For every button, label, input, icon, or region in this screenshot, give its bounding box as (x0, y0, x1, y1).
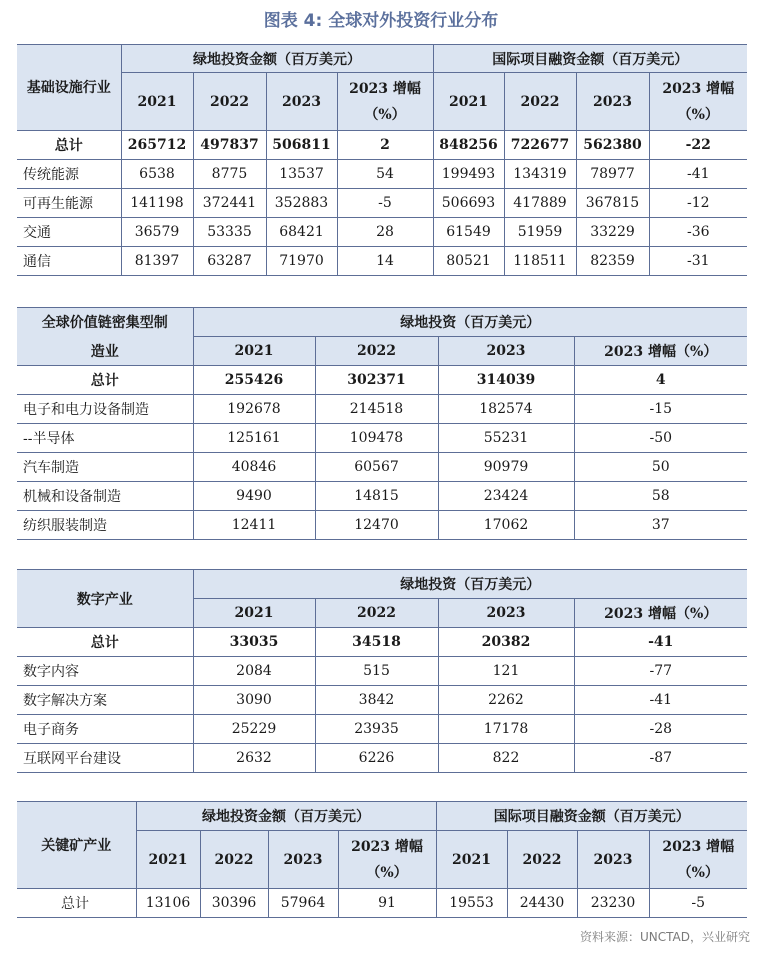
row-label: 汽车制造 (17, 453, 193, 482)
cell-value: -5 (649, 889, 747, 918)
table1-group-project-finance: 国际项目融资金额（百万美元） (433, 45, 747, 73)
cell-value: 265712 (121, 131, 193, 160)
row-label: 电子商务 (17, 715, 193, 744)
cell-value: -12 (649, 189, 747, 218)
cell-value: 2 (337, 131, 433, 160)
cell-value: -41 (574, 686, 747, 715)
gvc-manufacturing-table (17, 307, 747, 540)
row-label: 传统能源 (17, 160, 121, 189)
cell-value: 2084 (193, 657, 315, 686)
table4-col-growth-pf: 2023 增幅 （%） (649, 831, 747, 889)
table2-col-growth: 2023 增幅（%） (574, 337, 747, 366)
cell-value: 51959 (504, 218, 576, 247)
table4-col-2022: 2022 (200, 831, 268, 889)
cell-value: 141198 (121, 189, 193, 218)
cell-value: 367815 (576, 189, 649, 218)
table3-group-greenfield: 绿地投资（百万美元） (193, 570, 747, 599)
cell-value: 506693 (433, 189, 504, 218)
critical-minerals-table (17, 801, 747, 918)
cell-value: 192678 (193, 395, 315, 424)
source-note: 资料来源：UNCTAD，兴业研究 (580, 930, 750, 944)
table1-col-2021-pf: 2021 (433, 73, 504, 131)
row-label: 可再生能源 (17, 189, 121, 218)
table1-col-2023-pf: 2023 (576, 73, 649, 131)
table1-col-2023: 2023 (266, 73, 337, 131)
cell-value: 80521 (433, 247, 504, 276)
table1-col-2022: 2022 (193, 73, 266, 131)
table2-corner-bottom: 造业 (17, 337, 193, 366)
table2-col-2021: 2021 (193, 337, 315, 366)
cell-value: 36579 (121, 218, 193, 247)
table1-group-greenfield: 绿地投资金额（百万美元） (121, 45, 433, 73)
cell-value: 57964 (268, 889, 338, 918)
cell-value: 23230 (577, 889, 649, 918)
cell-value: 28 (337, 218, 433, 247)
table1-corner: 基础设施行业 (17, 45, 121, 131)
cell-value: 23935 (315, 715, 438, 744)
row-label: 总计 (17, 366, 193, 395)
table4-col-2023-pf: 2023 (577, 831, 649, 889)
table-row (17, 482, 747, 511)
row-label: 总计 (17, 628, 193, 657)
figure-title: 图表 4: 全球对外投资行业分布 (263, 11, 499, 31)
table-row (17, 715, 747, 744)
cell-value: 199493 (433, 160, 504, 189)
table1-col-growth-pf: 2023 增幅 （%） (649, 73, 747, 131)
table1-col-2022-pf: 2022 (504, 73, 576, 131)
cell-value: 722677 (504, 131, 576, 160)
cell-value: 14815 (315, 482, 438, 511)
cell-value: -41 (574, 628, 747, 657)
cell-value: 55231 (438, 424, 574, 453)
cell-value: 40846 (193, 453, 315, 482)
table4-col-2022-pf: 2022 (507, 831, 577, 889)
cell-value: 2632 (193, 744, 315, 773)
cell-value: 61549 (433, 218, 504, 247)
cell-value: 822 (438, 744, 574, 773)
cell-value: 848256 (433, 131, 504, 160)
cell-value: 125161 (193, 424, 315, 453)
cell-value: -28 (574, 715, 747, 744)
table2-group-greenfield: 绿地投资（百万美元） (193, 308, 747, 337)
cell-value: 255426 (193, 366, 315, 395)
table-row (17, 160, 747, 189)
total-row (17, 889, 747, 918)
cell-value: -36 (649, 218, 747, 247)
cell-value: 30396 (200, 889, 268, 918)
cell-value: 497837 (193, 131, 266, 160)
row-label: 通信 (17, 247, 121, 276)
total-row (17, 131, 747, 160)
cell-value: 2262 (438, 686, 574, 715)
cell-value: 33035 (193, 628, 315, 657)
row-label: 数字解决方案 (17, 686, 193, 715)
cell-value: 13537 (266, 160, 337, 189)
cell-value: -41 (649, 160, 747, 189)
cell-value: 3090 (193, 686, 315, 715)
row-label: 数字内容 (17, 657, 193, 686)
cell-value: 17178 (438, 715, 574, 744)
row-label: 互联网平台建设 (17, 744, 193, 773)
cell-value: -31 (649, 247, 747, 276)
cell-value: 17062 (438, 511, 574, 540)
cell-value: 302371 (315, 366, 438, 395)
row-label: 纺织服装制造 (17, 511, 193, 540)
cell-value: 37 (574, 511, 747, 540)
cell-value: 14 (337, 247, 433, 276)
row-label: --半导体 (17, 424, 193, 453)
cell-value: 53335 (193, 218, 266, 247)
cell-value: -5 (337, 189, 433, 218)
cell-value: 3842 (315, 686, 438, 715)
cell-value: 19553 (436, 889, 507, 918)
cell-value: 33229 (576, 218, 649, 247)
table-row (17, 189, 747, 218)
cell-value: 8775 (193, 160, 266, 189)
cell-value: 6538 (121, 160, 193, 189)
cell-value: 314039 (438, 366, 574, 395)
table4-col-2023: 2023 (268, 831, 338, 889)
table-row (17, 218, 747, 247)
cell-value: -22 (649, 131, 747, 160)
table2-col-2023: 2023 (438, 337, 574, 366)
cell-value: 25229 (193, 715, 315, 744)
cell-value: 20382 (438, 628, 574, 657)
table-row (17, 424, 747, 453)
cell-value: 214518 (315, 395, 438, 424)
cell-value: 34518 (315, 628, 438, 657)
table4-col-2021: 2021 (136, 831, 200, 889)
cell-value: -50 (574, 424, 747, 453)
cell-value: 91 (338, 889, 436, 918)
total-row (17, 628, 747, 657)
cell-value: 109478 (315, 424, 438, 453)
row-label: 交通 (17, 218, 121, 247)
table1-col-2021: 2021 (121, 73, 193, 131)
table-row (17, 657, 747, 686)
row-label: 总计 (17, 131, 121, 160)
cell-value: 6226 (315, 744, 438, 773)
cell-value: 506811 (266, 131, 337, 160)
cell-value: 81397 (121, 247, 193, 276)
table4-col-growth: 2023 增幅 （%） (338, 831, 436, 889)
table4-col-2021-pf: 2021 (436, 831, 507, 889)
table4-group-project-finance: 国际项目融资金额（百万美元） (436, 802, 747, 831)
table-row (17, 247, 747, 276)
cell-value: 12411 (193, 511, 315, 540)
cell-value: 23424 (438, 482, 574, 511)
table-row (17, 686, 747, 715)
cell-value: 134319 (504, 160, 576, 189)
cell-value: 71970 (266, 247, 337, 276)
cell-value: 118511 (504, 247, 576, 276)
cell-value: 372441 (193, 189, 266, 218)
table-row (17, 511, 747, 540)
table1-col-growth: 2023 增幅 （%） (337, 73, 433, 131)
cell-value: 13106 (136, 889, 200, 918)
cell-value: 352883 (266, 189, 337, 218)
table3-corner: 数字产业 (17, 570, 193, 628)
cell-value: 121 (438, 657, 574, 686)
cell-value: -87 (574, 744, 747, 773)
cell-value: 24430 (507, 889, 577, 918)
row-label: 电子和电力设备制造 (17, 395, 193, 424)
table3-col-2022: 2022 (315, 599, 438, 628)
cell-value: 515 (315, 657, 438, 686)
cell-value: 9490 (193, 482, 315, 511)
table-row (17, 395, 747, 424)
infrastructure-table (17, 44, 747, 276)
table2-corner-top: 全球价值链密集型制 (17, 308, 193, 337)
row-label: 总计 (17, 889, 136, 918)
cell-value: 60567 (315, 453, 438, 482)
cell-value: -77 (574, 657, 747, 686)
table3-col-growth: 2023 增幅（%） (574, 599, 747, 628)
cell-value: 78977 (576, 160, 649, 189)
cell-value: 562380 (576, 131, 649, 160)
table-row (17, 744, 747, 773)
digital-industry-table (17, 569, 747, 773)
cell-value: 63287 (193, 247, 266, 276)
cell-value: 417889 (504, 189, 576, 218)
cell-value: 12470 (315, 511, 438, 540)
cell-value: 50 (574, 453, 747, 482)
table4-corner: 关键矿产业 (17, 802, 136, 889)
cell-value: 54 (337, 160, 433, 189)
cell-value: 82359 (576, 247, 649, 276)
cell-value: 90979 (438, 453, 574, 482)
cell-value: 58 (574, 482, 747, 511)
cell-value: -15 (574, 395, 747, 424)
cell-value: 182574 (438, 395, 574, 424)
table-row (17, 453, 747, 482)
row-label: 机械和设备制造 (17, 482, 193, 511)
table2-col-2022: 2022 (315, 337, 438, 366)
total-row (17, 366, 747, 395)
table3-col-2021: 2021 (193, 599, 315, 628)
cell-value: 4 (574, 366, 747, 395)
table4-group-greenfield: 绿地投资金额（百万美元） (136, 802, 436, 831)
table3-col-2023: 2023 (438, 599, 574, 628)
cell-value: 68421 (266, 218, 337, 247)
